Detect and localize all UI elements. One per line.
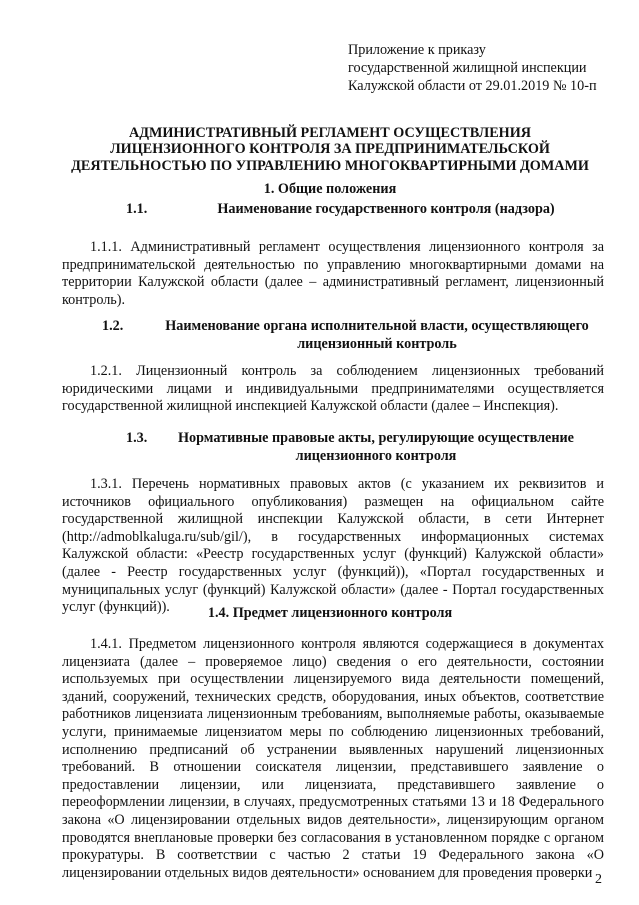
section-1-heading: 1. Общие положения — [263, 181, 397, 197]
section-1-1-title: Наименование государственного контроля (надзора) — [217, 201, 555, 217]
paragraph-1-3-1: 1.3.1. Перечень нормативных правовых актов (с указанием их реквизитов и источников официального опубликования) размещен на официальном сайте государственной жилищной инспекции Калужской области, в сети Интернет (http://admoblkaluga.ru/sub/gil/), в государственных информационных системах Калужской области: «Реестр государственных услуг (функций) Калужской области» (далее - Реестр государственных услуг (функций)), «Портал государственных и муниципальных услуг (функций) Калужской области» (далее - Портал государственных услуг (функций)). — [62, 476, 604, 616]
section-1-1-number: 1.1. — [126, 201, 148, 217]
section-1-3-title: Нормативные правовые акты, регулирующие осуществление лицензионного контроля — [178, 430, 574, 464]
title-line-3: ДЕЯТЕЛЬНОСТЬЮ ПО УПРАВЛЕНИЮ МНОГОКВАРТИРНЫМИ ДОМАМИ — [71, 157, 589, 174]
paragraph-1-2-1: 1.2.1. Лицензионный контроль за соблюдением лицензионных требований юридическими лицами и индивидуальными предпринимателями осуществляется государственной жилищной инспекцией Калужской области (далее – Инспекция). — [62, 363, 604, 415]
paragraph-1-4-1: 1.4.1. Предметом лицензионного контроля являются содержащиеся в документах лицензиата (далее – проверяемое лицо) сведения о его деятельности, состоянии используемых при осуществлении лицензируемого вида деятельности помещений, зданий, сооружений, технических средств, оборудования, иных объектов, соответствие работников лицензиата лицензионным требованиям, выполняемые работы, оказываемые услуги, принимаемые лицензиатом меры по соблюдению лицензионных требований, исполнению предписаний об устранении выявленных нарушений лицензионных требований. В отношении соискателя лицензии, представившего заявление о предоставлении лицензии, или лицензиата, представившего заявление о переоформлении лицензии, в случаях, предусмотренных статьями 13 и 18 Федерального закона «О лицензировании отдельных видов деятельности», лицензирующим органом проводятся внеплановые проверки без согласования в установленном порядке с органом прокуратуры. В соответствии с частью 2 статьи 19 Федерального закона «О лицензировании отдельных видов деятельности» основанием для проведения проверки — [62, 636, 604, 881]
document-title — [40, 125, 620, 174]
section-1-2-number: 1.2. — [102, 318, 124, 334]
title-line-2: ЛИЦЕНЗИОННОГО КОНТРОЛЯ ЗА ПРЕДПРИНИМАТЕЛЬСКОЙ — [110, 141, 550, 158]
section-1-2-title: Наименование органа исполнительной власти, осуществляющего лицензионный контроль — [165, 318, 589, 352]
appendix-line-1: Приложение к приказу — [348, 42, 486, 58]
paragraph-1-1-1: 1.1.1. Административный регламент осуществления лицензионного контроля за предпринимательской деятельностью по управлению многоквартирными домами на территории Калужской области (далее – административный регламент, лицензионный контроль). — [62, 239, 604, 308]
section-1-2-heading — [102, 318, 606, 354]
section-1-3-heading — [126, 430, 606, 466]
title-line-1: АДМИНИСТРАТИВНЫЙ РЕГЛАМЕНТ ОСУЩЕСТВЛЕНИЯ — [128, 125, 531, 141]
appendix-line-3: Калужской области от 29.01.2019 № 10-п — [348, 78, 597, 94]
appendix-note — [348, 41, 618, 95]
section-1-3-number: 1.3. — [126, 430, 148, 446]
section-1-4-heading: 1.4. Предмет лицензионного контроля — [207, 605, 453, 621]
appendix-line-2: государственной жилищной инспекции — [348, 60, 587, 76]
section-1-1-heading — [126, 201, 606, 219]
page-number: 2 — [595, 872, 602, 887]
